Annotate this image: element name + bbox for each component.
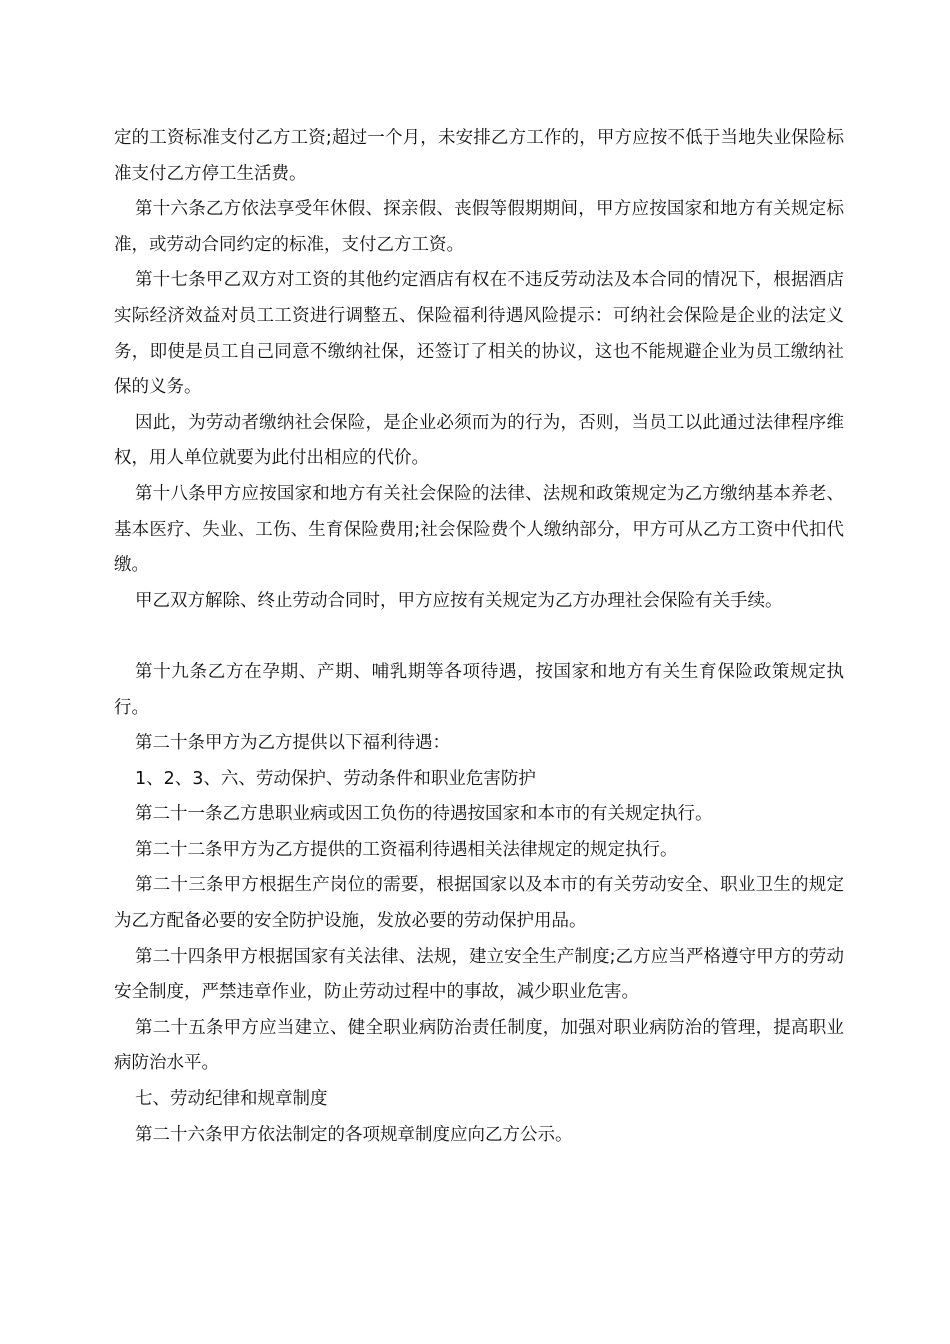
paragraph-article-25: 第二十五条甲方应当建立、健全职业病防治责任制度，加强对职业病防治的管理，提高职业病防治水平。 xyxy=(114,1017,844,1074)
paragraph-article-16: 第十六条乙方依法享受年休假、探亲假、丧假等假期期间，甲方应按国家和地方有关规定标准，或劳动合同约定的标准，支付乙方工资。 xyxy=(114,199,844,255)
paragraph-article-22: 第二十二条甲方为乙方提供的工资福利待遇相关法律规定的规定执行。 xyxy=(135,839,678,860)
paragraph-section-6-heading: 1、2、3、六、劳动保护、劳动条件和职业危害防护 xyxy=(135,768,536,789)
document-body xyxy=(114,121,844,1153)
paragraph-article-17: 第十七条甲乙双方对工资的其他约定酒店有权在不违反劳动法及本合同的情况下，根据酒店实际经济效益对员工工资进行调整五、保险福利待遇风险提示：可纳社会保险是企业的法定义务，即使是员工自己同意不缴纳社保，还签订了相关的协议，这也不能规避企业为员工缴纳社保的义务。 xyxy=(114,270,844,398)
paragraph-article-19: 第十九条乙方在孕期、产期、哺乳期等各项待遇，按国家和地方有关生育保险政策规定执行。 xyxy=(114,661,844,718)
paragraph-section-7-heading: 七、劳动纪律和规章制度 xyxy=(135,1089,328,1110)
paragraph-article-20: 第二十条甲方为乙方提供以下福利待遇： xyxy=(135,733,450,754)
paragraph-article-21: 第二十一条乙方患职业病或因工负伤的待遇按国家和本市的有关规定执行。 xyxy=(135,804,713,825)
paragraph-social-insurance-note: 因此，为劳动者缴纳社会保险，是企业必须而为的行为，否则，当员工以此通过法律程序维权，用人单位就要为此付出相应的代价。 xyxy=(114,412,844,469)
paragraph-spacer xyxy=(114,619,844,655)
paragraph-article-26: 第二十六条甲方依法制定的各项规章制度应向乙方公示。 xyxy=(135,1124,573,1145)
paragraph-article-24: 第二十四条甲方根据国家有关法律、法规，建立安全生产制度;乙方应当严格遵守甲方的劳动安全制度，严禁违章作业，防止劳动过程中的事故，减少职业危害。 xyxy=(114,946,844,1003)
paragraph-wage-continuation: 定的工资标准支付乙方工资;超过一个月，未安排乙方工作的，甲方应按不低于当地失业保险标准支付乙方停工生活费。 xyxy=(114,128,844,184)
paragraph-termination-insurance: 甲乙双方解除、终止劳动合同时，甲方应按有关规定为乙方办理社会保险有关手续。 xyxy=(135,590,783,611)
paragraph-article-18: 第十八条甲方应按国家和地方有关社会保险的法律、法规和政策规定为乙方缴纳基本养老、基本医疗、失业、工伤、生育保险费用;社会保险费个人缴纳部分，甲方可从乙方工资中代扣代缴。 xyxy=(114,483,844,576)
paragraph-article-23: 第二十三条甲方根据生产岗位的需要，根据国家以及本市的有关劳动安全、职业卫生的规定为乙方配备必要的安全防护设施，发放必要的劳动保护用品。 xyxy=(114,875,844,932)
